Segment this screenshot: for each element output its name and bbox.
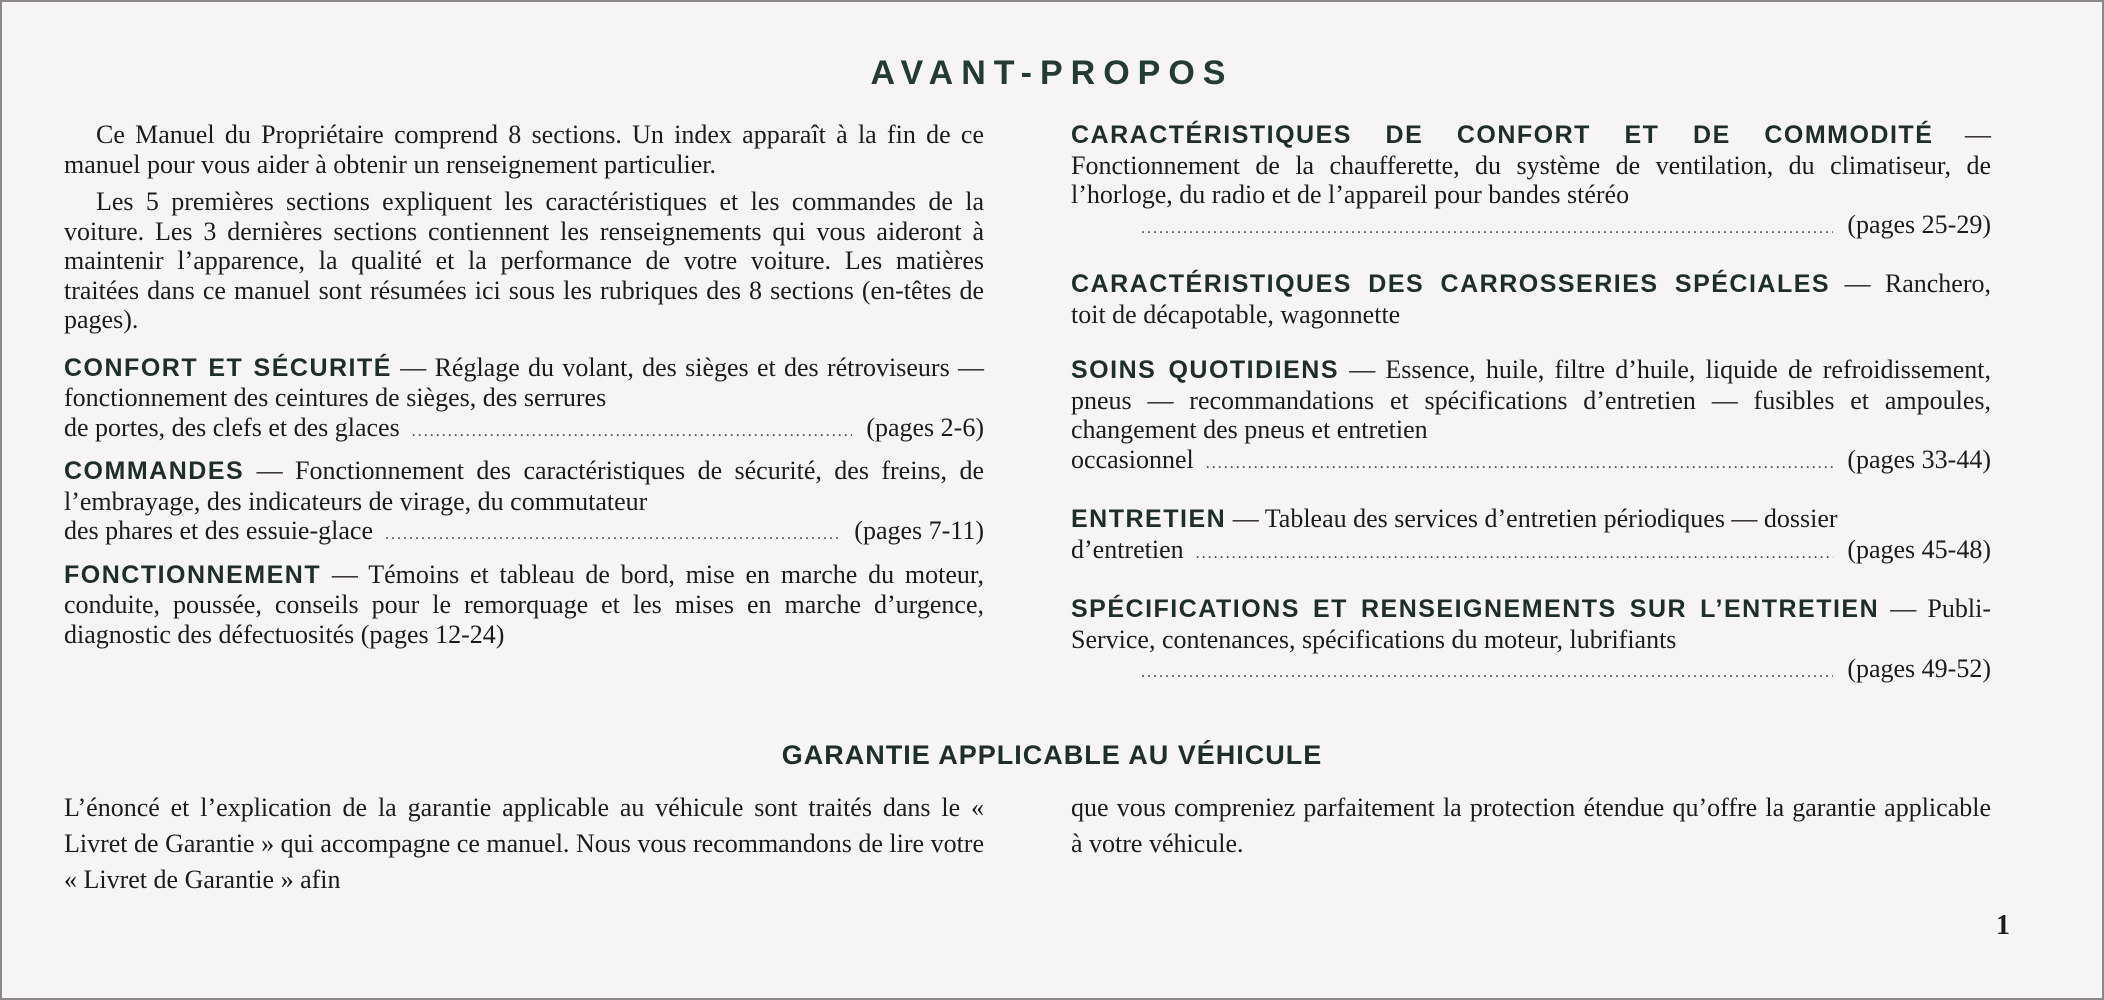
section-text-end: occasionnel [1071,444,1194,474]
section-commandes [64,456,984,550]
toc-leader-line [1071,535,1991,569]
section-soins-quotidiens [1071,355,1991,478]
intro-paragraph-1: Ce Manuel du Propriétaire comprend 8 sections. Un index apparaît à la fin de ce manuel pour vous aider à obtenir un renseignement particulier. [64,120,984,179]
section-pages: (pages 45-48) [1847,534,1991,564]
section-heading: CARACTÉRISTIQUES DES CARROSSERIES SPÉCIALES [1071,270,1831,298]
warranty-title: GARANTIE APPLICABLE AU VÉHICULE [781,740,1323,770]
section-text: — Publi-Service, contenances, spécifications du moteur, lubrifiants [1071,594,1991,654]
section-text: — Réglage du volant, des sièges et des rétroviseurs — fonctionnement des ceintures de sièges, des serrures [64,352,985,412]
section-text-end: d’entretien [1071,534,1184,564]
dot-leader [1206,449,1834,479]
section-pages: (pages 25-29) [1847,209,1991,239]
section-fonctionnement [64,560,984,650]
section-heading: CONFORT ET SÉCURITÉ [64,353,392,382]
section-pages: (pages 33-44) [1847,444,1991,474]
section-pages: (pages 2-6) [866,412,984,442]
section-text: — Tableau des services d’entretien périodiques — dossier [1232,504,1838,533]
intro-paragraph-2: Les 5 premières sections expliquent les caractéristiques et les commandes de la voiture. Les 3 dernières sections contiennent les renseignements qui vous aideront à maintenir l’apparence, la qualité et la performance de votre voiture. Les matières traitées dans ce manuel sont résumées ici sous les rubriques des 8 sections (en-têtes de pages). [64,187,984,334]
dot-leader [1196,539,1834,569]
toc-leader-line [1071,654,1991,688]
section-heading: FONCTIONNEMENT [64,560,322,589]
section-text: — Ranchero, toit de décapotable, wagonnette [1071,269,1992,329]
section-heading: COMMANDES [64,457,245,485]
dot-leader [1141,214,1833,244]
section-text: — Essence, huile, filtre d’huile, liquide de refroidissement, pneus — recommandations et spécifications d’entretien — fusibles et ampoules, changement des pneus et entretien [1071,355,1992,444]
section-confort-commodite [1071,120,1991,243]
section-heading: SOINS QUOTIDIENS [1071,356,1340,384]
right-column [1071,120,1991,688]
dot-leader [385,520,840,550]
section-confort-securite [64,353,984,447]
page-number: 1 [1996,910,2010,941]
section-carrosseries [1071,269,1991,329]
left-column [64,120,984,649]
section-heading: ENTRETIEN [1071,505,1227,533]
page-title: AVANT-PROPOS [870,54,1234,92]
warranty-text-right: que vous compreniez parfaitement la protection étendue qu’offre la garantie applicable à votre véhicule. [1071,793,1991,858]
section-text: — Fonctionnement de la chaufferette, du système de ventilation, du climatiseur, de l’horloge, du radio et de l’appareil pour bandes stéréo [1071,120,1992,209]
section-text-end: de portes, des clefs et des glaces [64,412,400,442]
section-pages: (pages 49-52) [1847,654,1991,683]
section-specifications [1071,594,1991,688]
toc-leader-line [64,516,984,550]
warranty-text-left: L’énoncé et l’explication de la garantie applicable au véhicule sont traités dans le « Livret de Garantie » qui accompagne ce manuel. Nous vous recommandons de lire votre « Livret de Garantie » afin [64,793,984,894]
dot-leader [412,417,853,447]
section-heading: SPÉCIFICATIONS ET RENSEIGNEMENTS SUR L’ENTRETIEN [1071,595,1880,623]
toc-leader-line [1071,210,1991,244]
toc-leader-line [1071,445,1991,479]
dot-leader [1141,658,1833,688]
section-text: — Témoins et tableau de bord, mise en marche du moteur, conduite, poussée, conseils pour le remorquage et les mises en marche d’urgence, diagnostic des défectuosités (pages 12-24) [64,559,984,649]
section-text: — Fonctionnement des caractéristiques de sécurité, des freins, de l’embrayage, des indicateurs de virage, du commutateur [64,456,984,516]
toc-leader-line [64,413,984,447]
section-entretien [1071,504,1991,568]
section-pages: (pages 7-11) [854,516,984,545]
section-heading: CARACTÉRISTIQUES DE CONFORT ET DE COMMODITÉ [1071,121,1934,149]
section-text-end: des phares et des essuie-glace [64,516,373,545]
